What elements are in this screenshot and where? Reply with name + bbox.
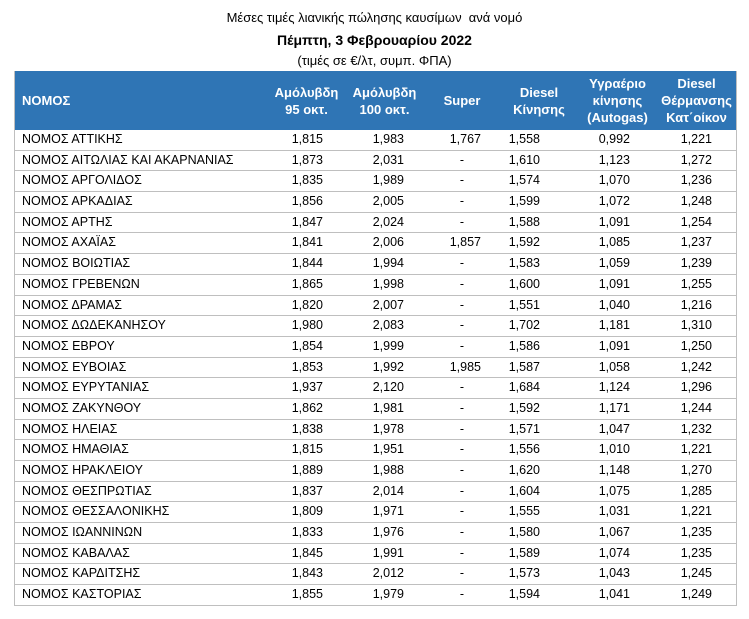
table-header-row <box>15 71 736 130</box>
cell-unleaded-95: 1,847 <box>291 214 323 229</box>
cell-unleaded-95: 1,845 <box>291 545 323 560</box>
column-header-line: 100 οκτ. <box>359 101 410 117</box>
column-header-autogas <box>578 71 657 130</box>
cell-nomos: ΝΟΜΟΣ ΗΜΑΘΙΑΣ <box>22 442 129 457</box>
cell-unleaded-95: 1,841 <box>291 235 323 250</box>
cell-unleaded-100: 2,006 <box>372 235 404 250</box>
column-header-line: ΝΟΜΟΣ <box>22 93 71 108</box>
column-header-line: Θέρμανσης <box>661 93 732 108</box>
cell-super: - <box>459 463 465 477</box>
cell-diesel: 1,620 <box>508 463 540 477</box>
column-header-line: Κατ΄οίκον <box>666 110 727 125</box>
cell-super: - <box>459 276 465 291</box>
cell-heating-diesel: 1,249 <box>680 587 712 602</box>
table-row <box>15 337 736 358</box>
cell-autogas: 1,123 <box>598 152 630 167</box>
cell-super: 1,985 <box>449 359 481 374</box>
cell-autogas: 0,992 <box>598 132 630 146</box>
cell-diesel: 1,684 <box>508 380 540 395</box>
cell-unleaded-100: 1,999 <box>372 338 404 353</box>
cell-nomos: ΝΟΜΟΣ ΙΩΑΝΝΙΝΩΝ <box>22 525 143 540</box>
cell-diesel: 1,594 <box>508 587 540 602</box>
cell-unleaded-95: 1,833 <box>291 525 323 540</box>
table-row <box>15 151 736 172</box>
cell-heating-diesel: 1,255 <box>680 276 712 291</box>
cell-autogas: 1,041 <box>598 587 630 602</box>
cell-unleaded-95: 1,835 <box>291 173 323 188</box>
cell-unleaded-95: 1,838 <box>291 421 323 436</box>
cell-autogas: 1,124 <box>598 380 630 395</box>
cell-heating-diesel: 1,245 <box>680 566 712 581</box>
cell-heating-diesel: 1,270 <box>680 463 712 477</box>
cell-unleaded-100: 1,976 <box>372 525 404 540</box>
table-row <box>15 213 736 234</box>
cell-nomos: ΝΟΜΟΣ ΚΑΡΔΙΤΣΗΣ <box>22 566 141 581</box>
cell-super: - <box>459 338 465 353</box>
cell-super: - <box>459 173 465 188</box>
fuel-price-table <box>14 71 737 606</box>
table-row <box>15 440 736 461</box>
cell-diesel: 1,551 <box>508 297 540 312</box>
cell-nomos: ΝΟΜΟΣ ΚΑΒΑΛΑΣ <box>22 545 130 560</box>
cell-unleaded-100: 1,988 <box>372 463 404 477</box>
cell-unleaded-100: 2,031 <box>372 152 404 167</box>
cell-unleaded-95: 1,865 <box>291 276 323 291</box>
cell-heating-diesel: 1,244 <box>680 400 712 415</box>
cell-diesel: 1,571 <box>508 421 540 436</box>
table-row <box>15 461 736 482</box>
document-date: Πέμπτη, 3 Φεβρουαρίου 2022 <box>277 32 472 48</box>
cell-unleaded-95: 1,815 <box>291 132 323 146</box>
column-header-unleaded-95 <box>268 71 345 130</box>
cell-diesel: 1,600 <box>508 276 540 291</box>
cell-autogas: 1,091 <box>598 214 630 229</box>
cell-unleaded-95: 1,843 <box>291 566 323 581</box>
cell-autogas: 1,047 <box>598 421 630 436</box>
cell-heating-diesel: 1,250 <box>680 338 712 353</box>
cell-super: - <box>459 566 465 581</box>
cell-diesel: 1,604 <box>508 483 540 498</box>
cell-nomos: ΝΟΜΟΣ ΓΡΕΒΕΝΩΝ <box>22 276 140 291</box>
cell-unleaded-100: 1,978 <box>372 421 404 436</box>
cell-diesel: 1,583 <box>508 256 540 271</box>
cell-unleaded-100: 1,951 <box>372 442 404 457</box>
cell-diesel: 1,610 <box>508 152 540 167</box>
cell-unleaded-100: 1,981 <box>372 400 404 415</box>
cell-unleaded-95: 1,853 <box>291 359 323 374</box>
cell-nomos: ΝΟΜΟΣ ΑΡΤΗΣ <box>22 214 113 229</box>
cell-nomos: ΝΟΜΟΣ ΑΤΤΙΚΗΣ <box>22 132 123 146</box>
cell-super: - <box>459 525 465 540</box>
cell-autogas: 1,010 <box>598 442 630 457</box>
cell-nomos: ΝΟΜΟΣ ΗΛΕΙΑΣ <box>22 421 118 436</box>
cell-unleaded-100: 2,012 <box>372 566 404 581</box>
cell-nomos: ΝΟΜΟΣ ΒΟΙΩΤΙΑΣ <box>22 256 131 271</box>
cell-super: - <box>459 442 465 457</box>
column-header-line: Αμόλυβδη <box>352 84 417 100</box>
cell-unleaded-100: 2,014 <box>372 483 404 498</box>
table-row <box>15 171 736 192</box>
cell-diesel: 1,588 <box>508 214 540 229</box>
cell-unleaded-95: 1,980 <box>291 318 323 333</box>
cell-autogas: 1,075 <box>598 483 630 498</box>
cell-heating-diesel: 1,272 <box>680 152 712 167</box>
cell-super: - <box>459 256 465 271</box>
cell-super: 1,857 <box>449 235 481 250</box>
cell-heating-diesel: 1,221 <box>680 504 712 519</box>
cell-unleaded-100: 1,983 <box>372 132 404 146</box>
table-row <box>15 482 736 503</box>
cell-super: - <box>459 421 465 436</box>
cell-super: - <box>459 318 465 333</box>
cell-unleaded-100: 2,083 <box>372 318 404 333</box>
cell-heating-diesel: 1,285 <box>680 483 712 498</box>
cell-autogas: 1,043 <box>598 566 630 581</box>
table-row <box>15 378 736 399</box>
cell-heating-diesel: 1,235 <box>680 545 712 560</box>
cell-nomos: ΝΟΜΟΣ ΕΒΡΟΥ <box>22 338 115 353</box>
cell-heating-diesel: 1,296 <box>680 380 712 395</box>
cell-nomos: ΝΟΜΟΣ ΘΕΣΣΑΛΟΝΙΚΗΣ <box>22 504 170 519</box>
cell-heating-diesel: 1,310 <box>680 318 712 333</box>
column-header-line: 95 οκτ. <box>285 101 328 117</box>
cell-autogas: 1,091 <box>598 276 630 291</box>
column-header-line: Diesel <box>519 84 559 100</box>
cell-diesel: 1,555 <box>508 504 540 519</box>
cell-diesel: 1,558 <box>508 132 540 146</box>
document-unit-note: (τιμές σε €/λτ, συμπ. ΦΠΑ) <box>297 53 452 68</box>
cell-diesel: 1,586 <box>508 338 540 353</box>
cell-unleaded-95: 1,844 <box>291 256 323 271</box>
cell-unleaded-95: 1,856 <box>291 194 323 209</box>
cell-unleaded-100: 1,998 <box>372 276 404 291</box>
table-row <box>15 544 736 565</box>
cell-unleaded-95: 1,854 <box>291 338 323 353</box>
cell-nomos: ΝΟΜΟΣ ΑΡΚΑΔΙΑΣ <box>22 194 133 209</box>
cell-super: - <box>459 194 465 209</box>
cell-heating-diesel: 1,232 <box>680 421 712 436</box>
cell-nomos: ΝΟΜΟΣ ΑΧΑΪΑΣ <box>22 235 116 250</box>
cell-heating-diesel: 1,254 <box>680 214 712 229</box>
column-header-line: Υγραέριο <box>589 76 646 91</box>
cell-unleaded-100: 1,994 <box>372 256 404 271</box>
cell-heating-diesel: 1,248 <box>680 194 712 209</box>
column-header-line: (Autogas) <box>587 110 648 125</box>
cell-unleaded-100: 2,024 <box>372 214 404 229</box>
cell-nomos: ΝΟΜΟΣ ΕΥΒΟΙΑΣ <box>22 359 127 374</box>
cell-unleaded-100: 2,007 <box>372 297 404 312</box>
cell-super: - <box>459 214 465 229</box>
cell-unleaded-100: 1,989 <box>372 173 404 188</box>
cell-unleaded-95: 1,815 <box>291 442 323 457</box>
table-row <box>15 502 736 523</box>
column-header-super <box>424 71 500 130</box>
cell-unleaded-100: 2,005 <box>372 194 404 209</box>
cell-diesel: 1,574 <box>508 173 540 188</box>
column-header-line: κίνησης <box>592 93 643 108</box>
cell-unleaded-100: 1,971 <box>372 504 404 519</box>
cell-diesel: 1,592 <box>508 400 540 415</box>
cell-nomos: ΝΟΜΟΣ ΖΑΚΥΝΘΟΥ <box>22 400 142 415</box>
column-header-line: Αμόλυβδη <box>274 84 339 100</box>
table-row <box>15 523 736 544</box>
column-header-line: Super <box>443 93 481 108</box>
cell-nomos: ΝΟΜΟΣ ΚΑΣΤΟΡΙΑΣ <box>22 587 142 602</box>
cell-heating-diesel: 1,221 <box>680 442 712 457</box>
cell-diesel: 1,589 <box>508 545 540 560</box>
document-title: Μέσες τιμές λιανικής πώλησης καυσίμων ανά νομό <box>226 10 523 25</box>
cell-autogas: 1,040 <box>598 297 630 312</box>
cell-unleaded-95: 1,820 <box>291 297 323 312</box>
cell-unleaded-95: 1,809 <box>291 504 323 519</box>
cell-autogas: 1,181 <box>598 318 630 333</box>
cell-autogas: 1,074 <box>598 545 630 560</box>
cell-autogas: 1,091 <box>598 338 630 353</box>
cell-unleaded-100: 1,979 <box>372 587 404 602</box>
table-row <box>15 399 736 420</box>
cell-heating-diesel: 1,239 <box>680 256 712 271</box>
cell-nomos: ΝΟΜΟΣ ΔΡΑΜΑΣ <box>22 297 122 312</box>
table-row <box>15 316 736 337</box>
cell-autogas: 1,067 <box>598 525 630 540</box>
cell-nomos: ΝΟΜΟΣ ΑΡΓΟΛΙΔΟΣ <box>22 173 142 188</box>
cell-heating-diesel: 1,221 <box>680 132 712 146</box>
cell-diesel: 1,587 <box>508 359 540 374</box>
cell-nomos: ΝΟΜΟΣ ΕΥΡΥΤΑΝΙΑΣ <box>22 380 150 395</box>
table-row <box>15 192 736 213</box>
cell-autogas: 1,059 <box>598 256 630 271</box>
cell-diesel: 1,556 <box>508 442 540 457</box>
cell-autogas: 1,031 <box>598 504 630 519</box>
cell-heating-diesel: 1,237 <box>680 235 712 250</box>
cell-heating-diesel: 1,242 <box>680 359 712 374</box>
cell-heating-diesel: 1,216 <box>680 297 712 312</box>
table-row <box>15 296 736 317</box>
cell-autogas: 1,058 <box>598 359 630 374</box>
cell-diesel: 1,592 <box>508 235 540 250</box>
column-header-nomos <box>15 71 268 130</box>
cell-nomos: ΝΟΜΟΣ ΗΡΑΚΛΕΙΟΥ <box>22 463 144 477</box>
column-header-line: Κίνησης <box>513 101 565 117</box>
table-row <box>15 358 736 379</box>
table-row <box>15 254 736 275</box>
cell-autogas: 1,148 <box>598 463 630 477</box>
table-body <box>15 130 736 606</box>
cell-super: - <box>459 504 465 519</box>
cell-unleaded-95: 1,862 <box>291 400 323 415</box>
cell-super: - <box>459 483 465 498</box>
table-row <box>15 275 736 296</box>
cell-nomos: ΝΟΜΟΣ ΘΕΣΠΡΩΤΙΑΣ <box>22 483 152 498</box>
table-row <box>15 130 736 151</box>
cell-unleaded-95: 1,937 <box>291 380 323 395</box>
cell-super: - <box>459 587 465 602</box>
table-row <box>15 564 736 585</box>
cell-heating-diesel: 1,236 <box>680 173 712 188</box>
cell-unleaded-100: 1,991 <box>372 545 404 560</box>
cell-unleaded-95: 1,889 <box>291 463 323 477</box>
cell-autogas: 1,085 <box>598 235 630 250</box>
column-header-line: Diesel <box>677 76 716 91</box>
cell-unleaded-95: 1,873 <box>291 152 323 167</box>
cell-unleaded-100: 1,992 <box>372 359 404 374</box>
cell-super: - <box>459 400 465 415</box>
column-header-diesel <box>500 71 578 130</box>
cell-unleaded-95: 1,855 <box>291 587 323 602</box>
cell-super: 1,767 <box>449 132 481 146</box>
table-row <box>15 585 736 606</box>
cell-super: - <box>459 297 465 312</box>
cell-super: - <box>459 545 465 560</box>
cell-unleaded-95: 1,837 <box>291 483 323 498</box>
cell-nomos: ΝΟΜΟΣ ΑΙΤΩΛΙΑΣ ΚΑΙ ΑΚΑΡΝΑΝΙΑΣ <box>22 152 234 167</box>
column-header-unleaded-100 <box>345 71 424 130</box>
cell-autogas: 1,070 <box>598 173 630 188</box>
cell-super: - <box>459 380 465 395</box>
cell-diesel: 1,599 <box>508 194 540 209</box>
cell-diesel: 1,573 <box>508 566 540 581</box>
column-header-heating-diesel <box>657 71 736 130</box>
cell-autogas: 1,072 <box>598 194 630 209</box>
table-row <box>15 420 736 441</box>
cell-autogas: 1,171 <box>598 400 630 415</box>
cell-diesel: 1,702 <box>508 318 540 333</box>
table-row <box>15 233 736 254</box>
cell-nomos: ΝΟΜΟΣ ΔΩΔΕΚΑΝΗΣΟΥ <box>22 318 166 333</box>
cell-heating-diesel: 1,235 <box>680 525 712 540</box>
cell-super: - <box>459 152 465 167</box>
cell-diesel: 1,580 <box>508 525 540 540</box>
cell-unleaded-100: 2,120 <box>372 380 404 395</box>
